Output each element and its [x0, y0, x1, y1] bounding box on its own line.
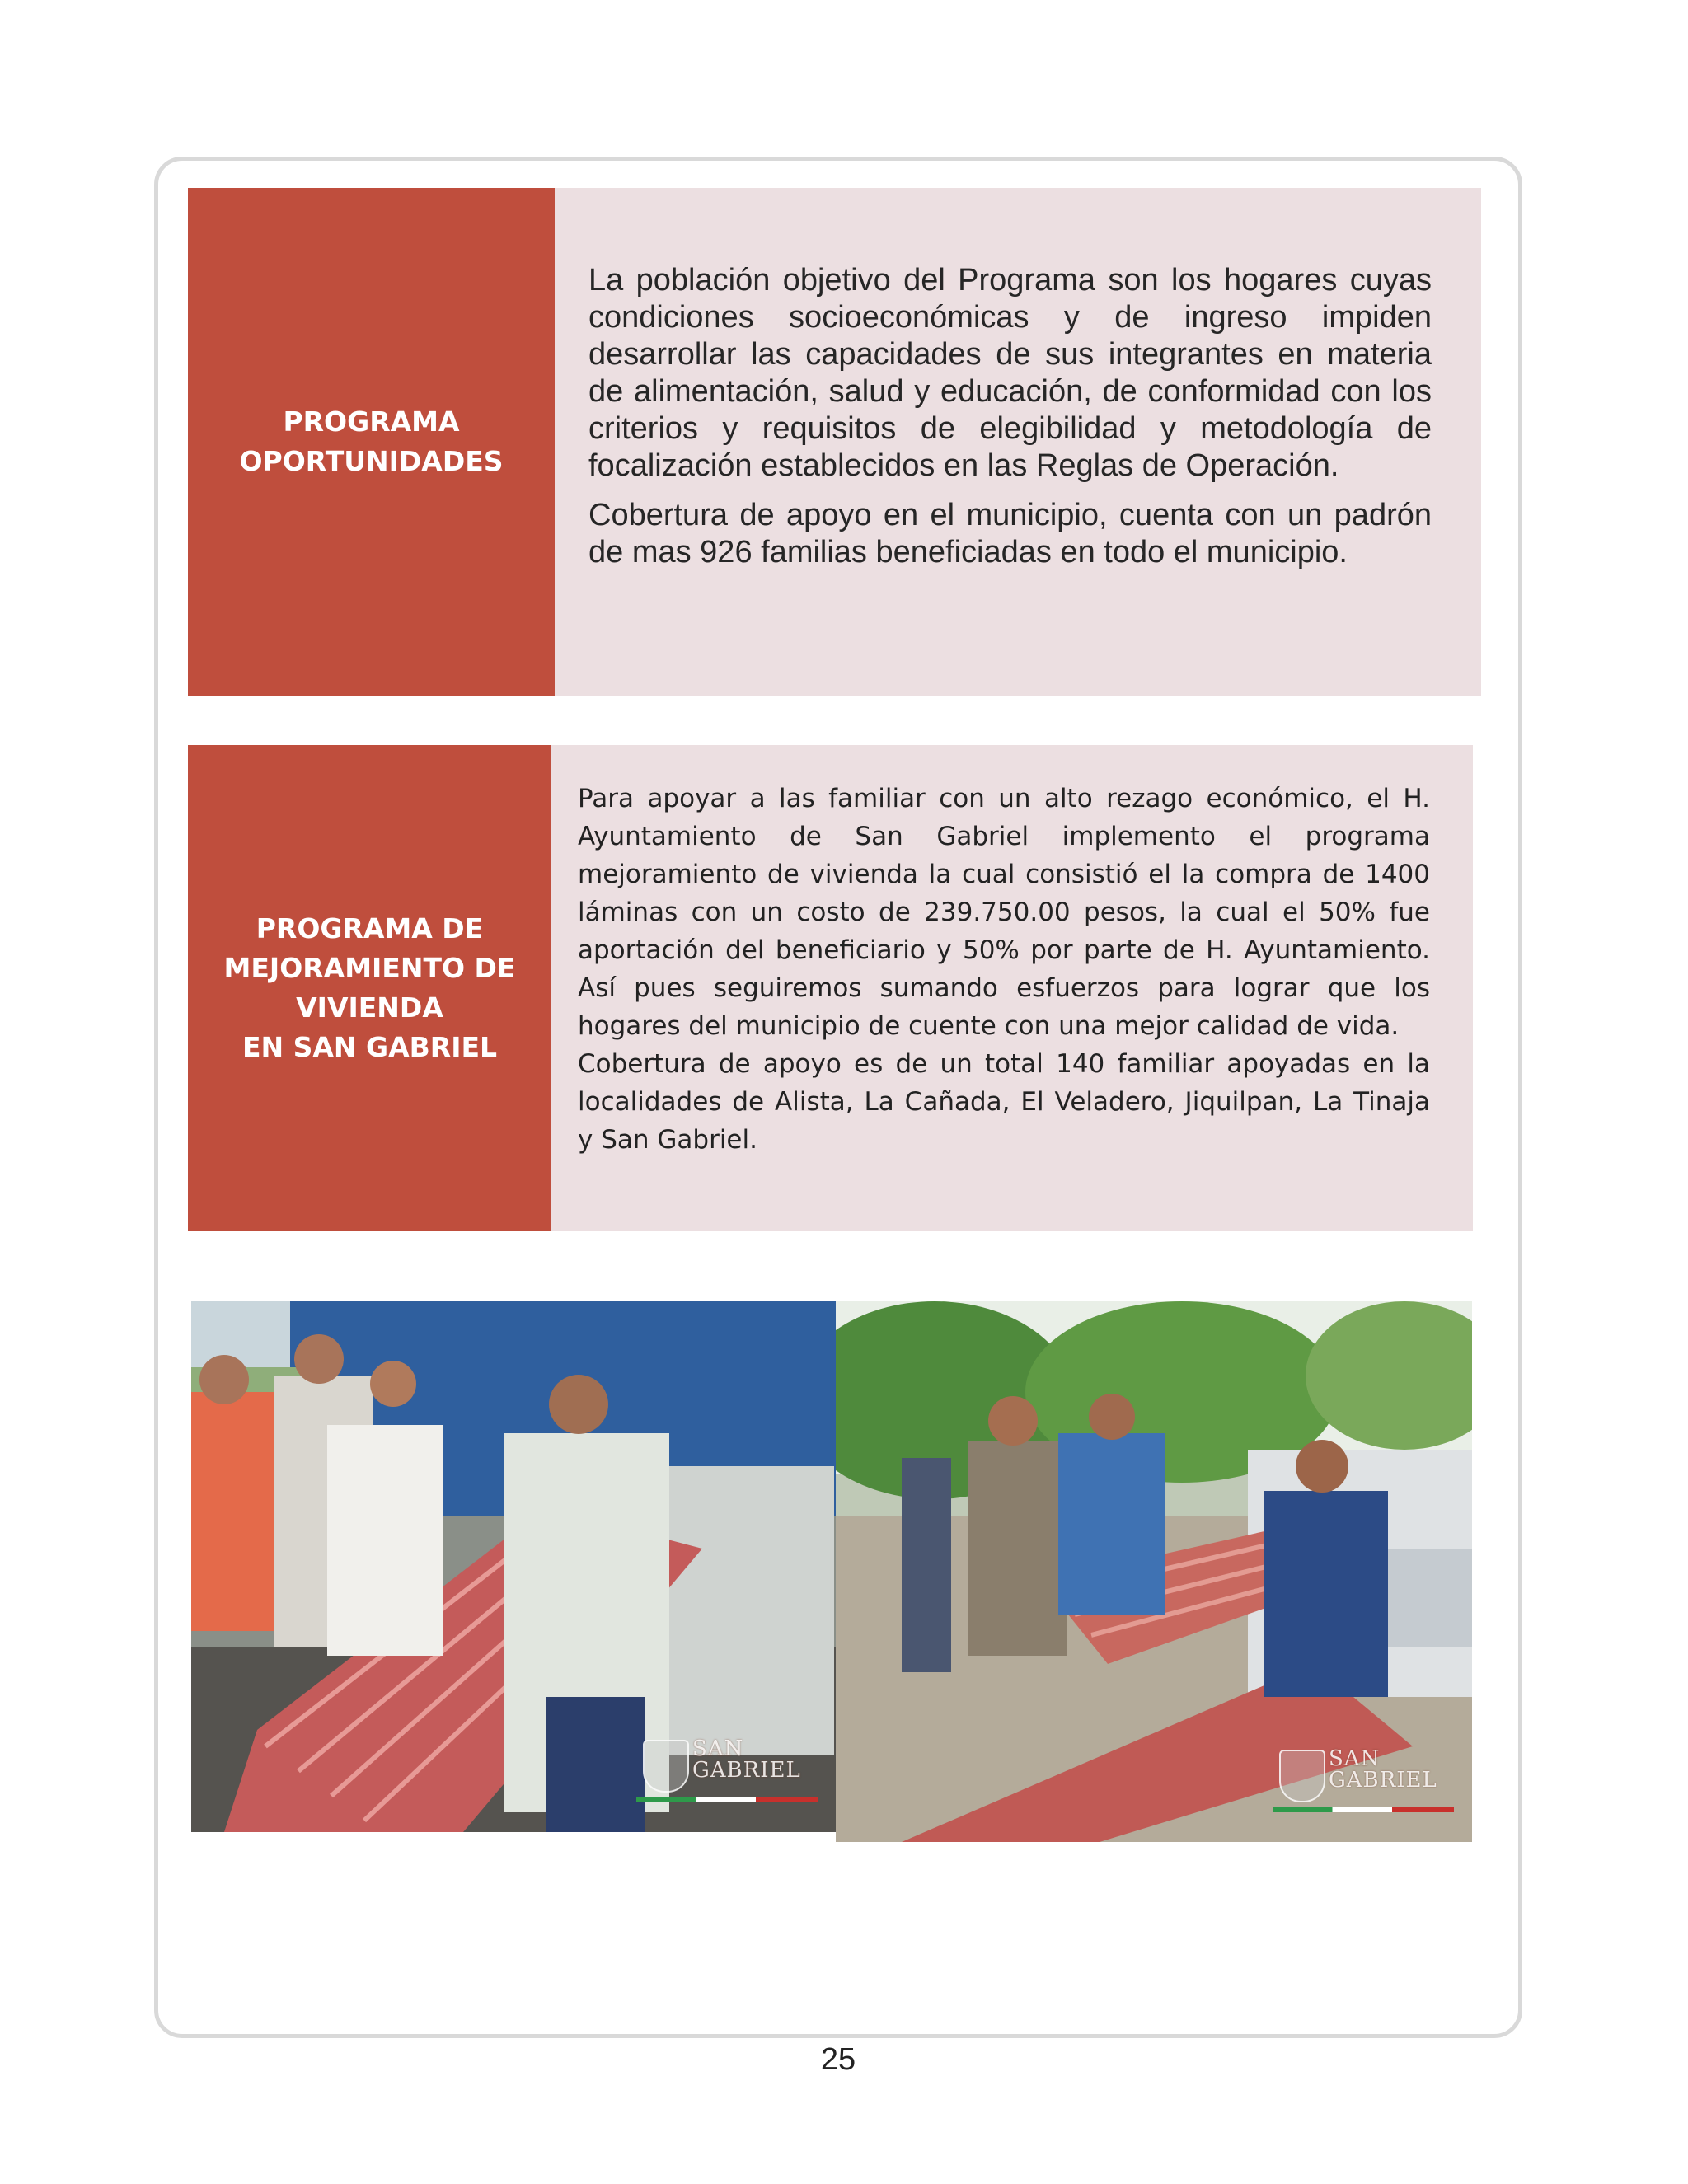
section-body-oportunidades: [555, 188, 1481, 696]
san-gabriel-logo: SAN GABRIEL: [1273, 1746, 1454, 1812]
section-label-oportunidades: PROGRAMA OPORTUNIDADES: [188, 188, 555, 696]
paragraph: Cobertura de apoyo es de un total 140 familiar apoyadas en la localidades de Alista, La Cañada, El Veladero, Jiquilpan, La Tinaja y San Gabriel.: [578, 1049, 1430, 1155]
photo-truck-roof-sheets: [191, 1301, 836, 1832]
section-label-vivienda: PROGRAMA DE MEJORAMIENTO DE VIVIENDA EN SAN GABRIEL: [188, 745, 551, 1231]
coat-of-arms-icon: [643, 1740, 689, 1793]
paragraph: Para apoyar a las familiar con un alto rezago económico, el H. Ayuntamiento de San Gabriel implemento el programa mejoramiento de vivienda la cual consistió el la compra de 1400 láminas con un costo de 239.750.00 pesos, la cual el 50% fue aportación del beneficiario y 50% por parte de H. Ayuntamiento. Así pues seguiremos sumando esfuerzos para lograr que los hogares del municipio de cuente con una mejor calidad de vida.: [578, 784, 1430, 1041]
san-gabriel-logo: SAN GABRIEL: [636, 1736, 818, 1802]
paragraph: La población objetivo del Programa son los hogares cuyas condiciones socioeconómicas y de ingreso impiden desarrollar las capacidades de sus integrantes en materia de alimentación, salud y educación, de conformidad con los criterios y requisitos de elegibilidad y metodología de focalización establecidos en las Reglas de Operación.: [588, 263, 1432, 483]
page-number: 25: [820, 2042, 856, 2077]
paragraph: Cobertura de apoyo en el municipio, cuenta con un padrón de mas 926 familias beneficiadas en todo el municipio.: [588, 498, 1432, 569]
section-body-vivienda: [551, 745, 1473, 1231]
photo-people-carrying-sheets: [836, 1301, 1472, 1842]
coat-of-arms-icon: [1279, 1750, 1325, 1802]
